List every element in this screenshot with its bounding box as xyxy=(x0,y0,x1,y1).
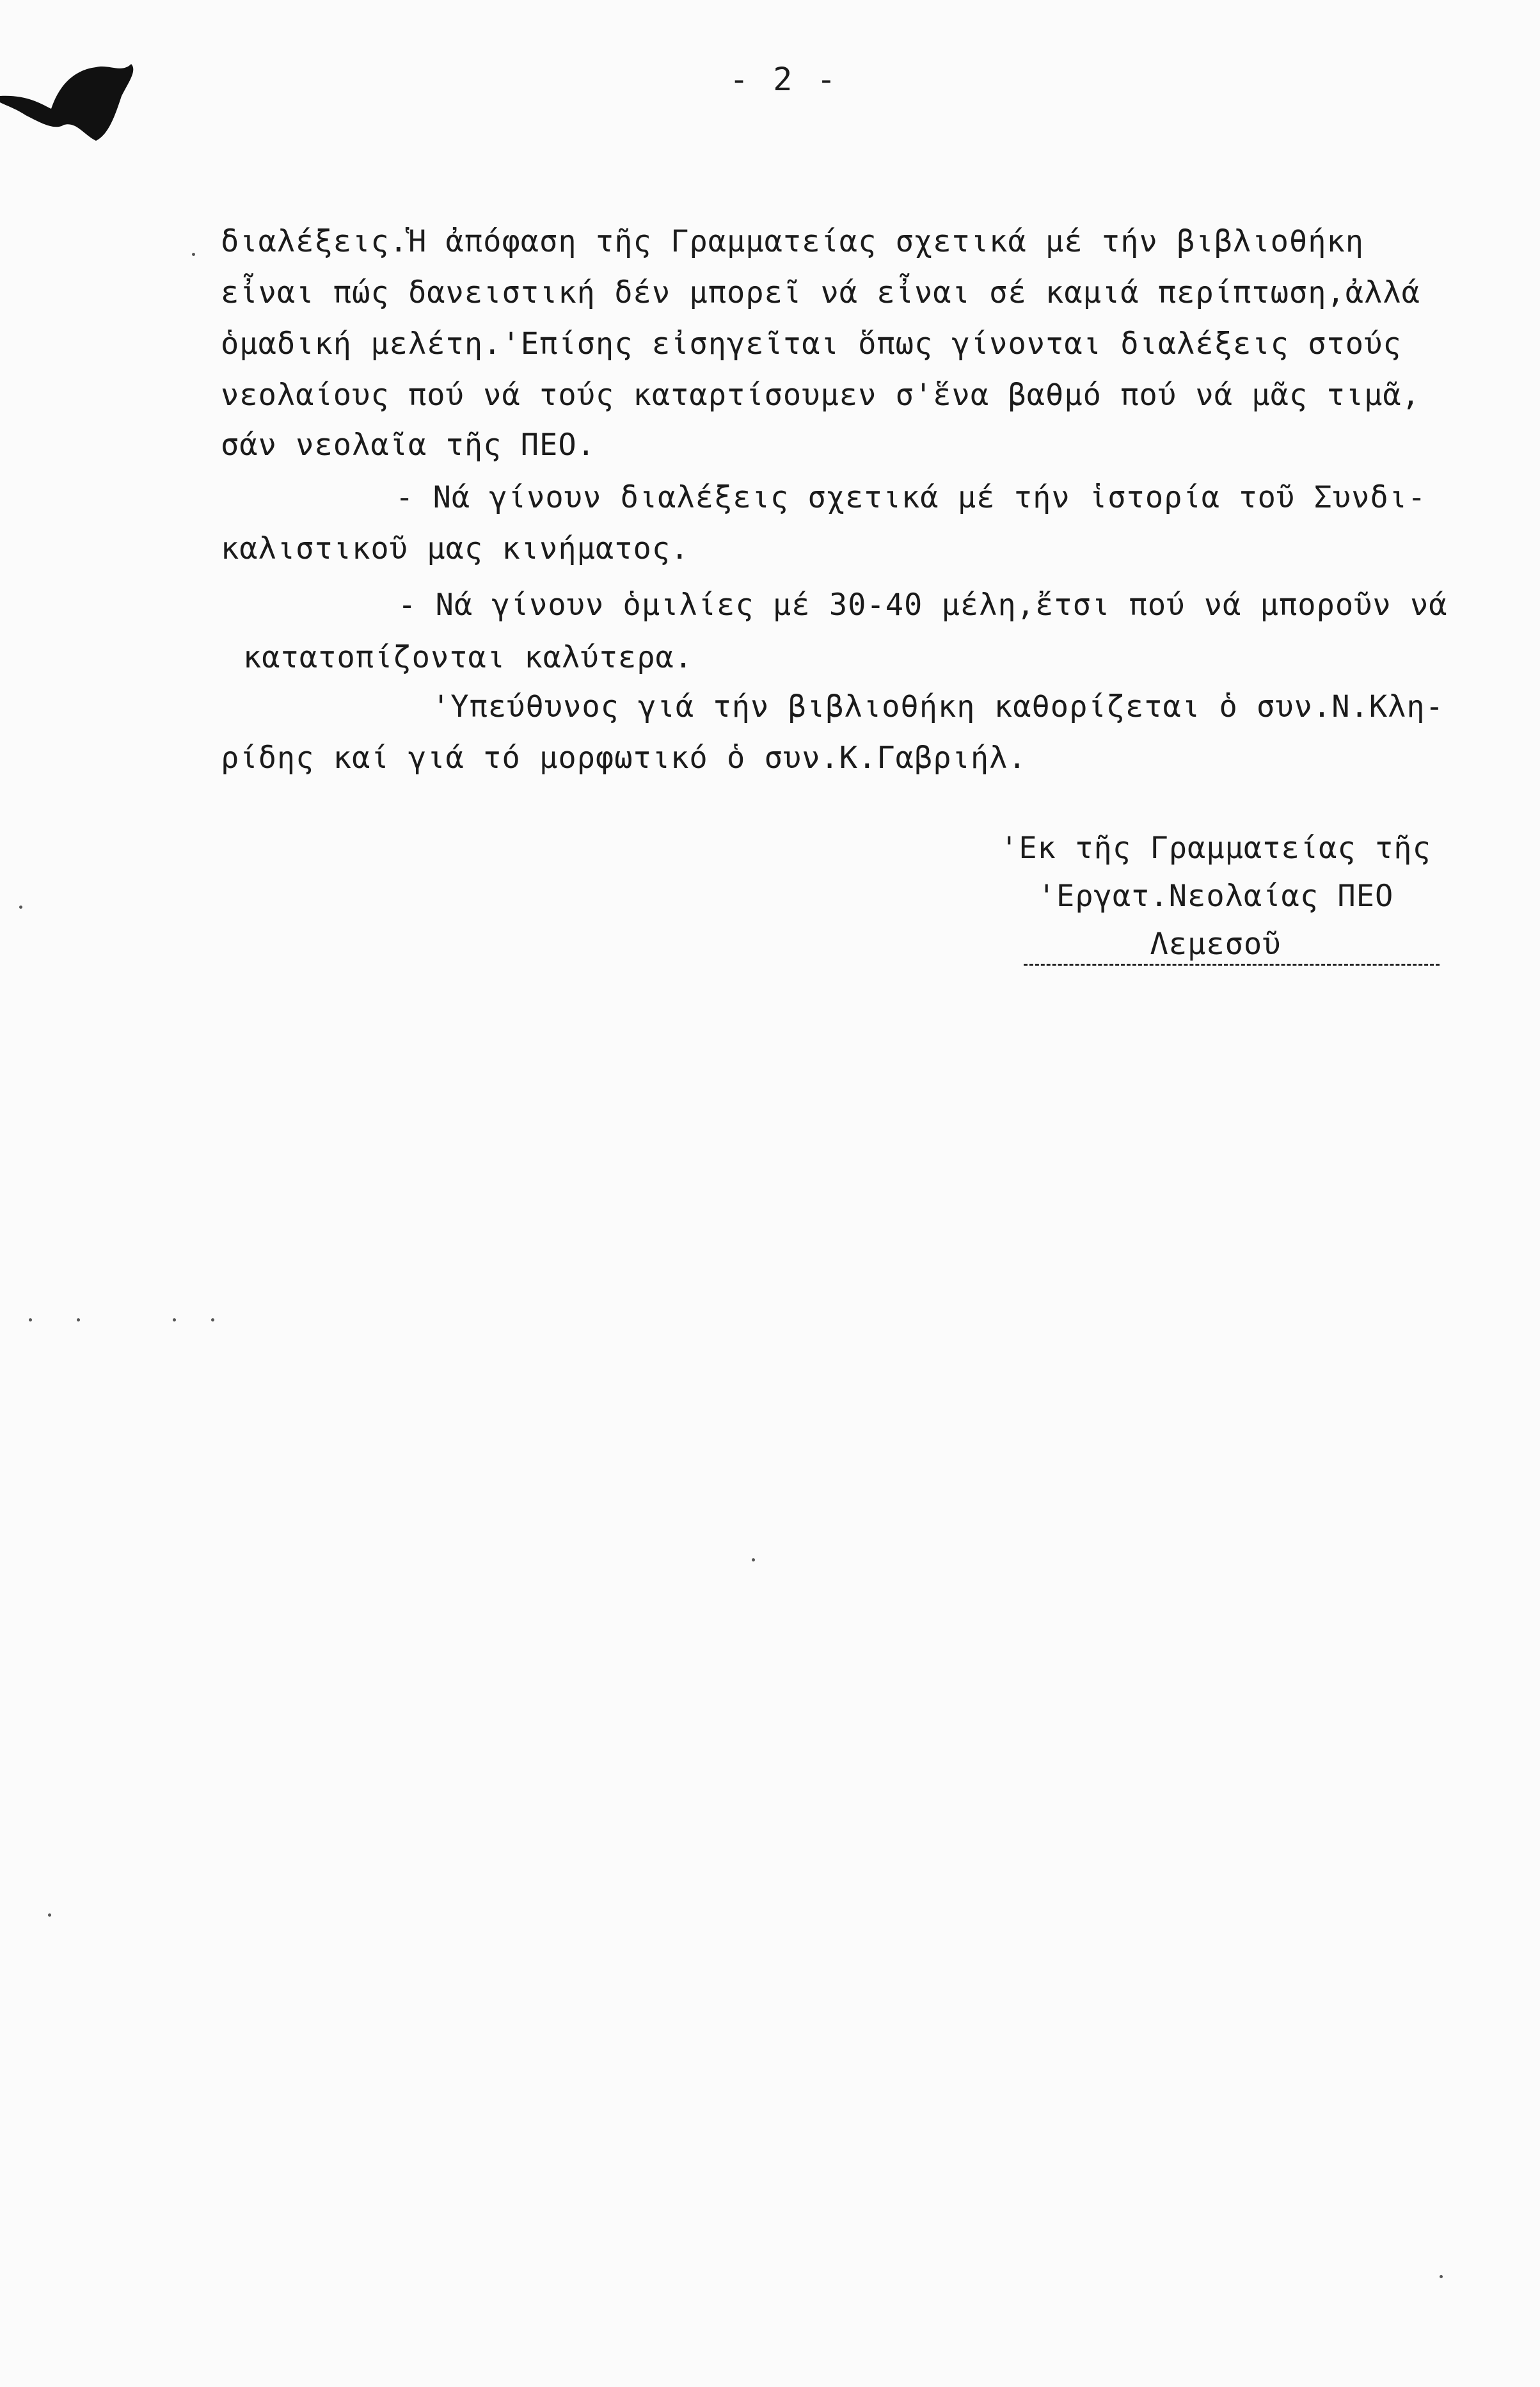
text-line: ὁμαδική μελέτη.'Επίσης εἰσηγεῖται ὅπως γίνονται διαλέξεις στούς xyxy=(221,326,1402,362)
speck-mark xyxy=(48,1913,51,1917)
text-line: διαλέξεις.Ἡ ἀπόφαση τῆς Γραμματείας σχετικά μέ τήν βιβλιοθήκη xyxy=(221,224,1365,259)
signature-line: 'Εκ τῆς Γραμματείας τῆς xyxy=(1000,831,1431,866)
signature-underline xyxy=(1024,964,1440,966)
page-number: - 2 - xyxy=(729,61,839,98)
speck-mark xyxy=(77,1318,80,1321)
ink-blot-mark xyxy=(0,45,147,147)
text-line: νεολαίους πού νά τούς καταρτίσουμεν σ'ἕνα βαθμό πού νά μᾶς τιμᾶ, xyxy=(221,378,1420,413)
text-line: καλιστικοῦ μας κινήματος. xyxy=(221,531,690,566)
speck-mark xyxy=(752,1558,755,1561)
text-line: κατατοπίζονται καλύτερα. xyxy=(243,640,694,675)
text-line: ρίδης καί γιά τό μορφωτικό ὁ συν.Κ.Γαβριήλ. xyxy=(221,740,1027,776)
signature-line: 'Εργατ.Νεολαίας ΠΕΟ xyxy=(1037,879,1394,914)
text-line: - Νά γίνουν διαλέξεις σχετικά μέ τήν ἱστορία τοῦ Συνδι- xyxy=(395,480,1427,515)
text-line: 'Υπεύθυνος γιά τήν βιβλιοθήκη καθορίζεται ὁ συν.Ν.Κλη- xyxy=(432,689,1445,724)
text-line: εἶναι πώς δανειστική δέν μπορεῖ νά εἶναι σέ καμιά περίπτωση,ἀλλά xyxy=(221,275,1420,310)
text-line: σάν νεολαῖα τῆς ΠΕΟ. xyxy=(221,427,596,463)
speck-mark xyxy=(29,1318,32,1321)
speck-mark xyxy=(173,1318,176,1321)
speck-mark xyxy=(211,1318,214,1321)
speck-mark xyxy=(19,906,22,909)
signature-line: Λεμεσοῦ xyxy=(1150,927,1282,962)
text-line: - Νά γίνουν ὁμιλίες μέ 30-40 μέλη,ἔτσι πού νά μποροῦν νά xyxy=(398,587,1448,623)
speck-mark xyxy=(1440,2275,1443,2278)
speck-mark xyxy=(192,253,195,256)
